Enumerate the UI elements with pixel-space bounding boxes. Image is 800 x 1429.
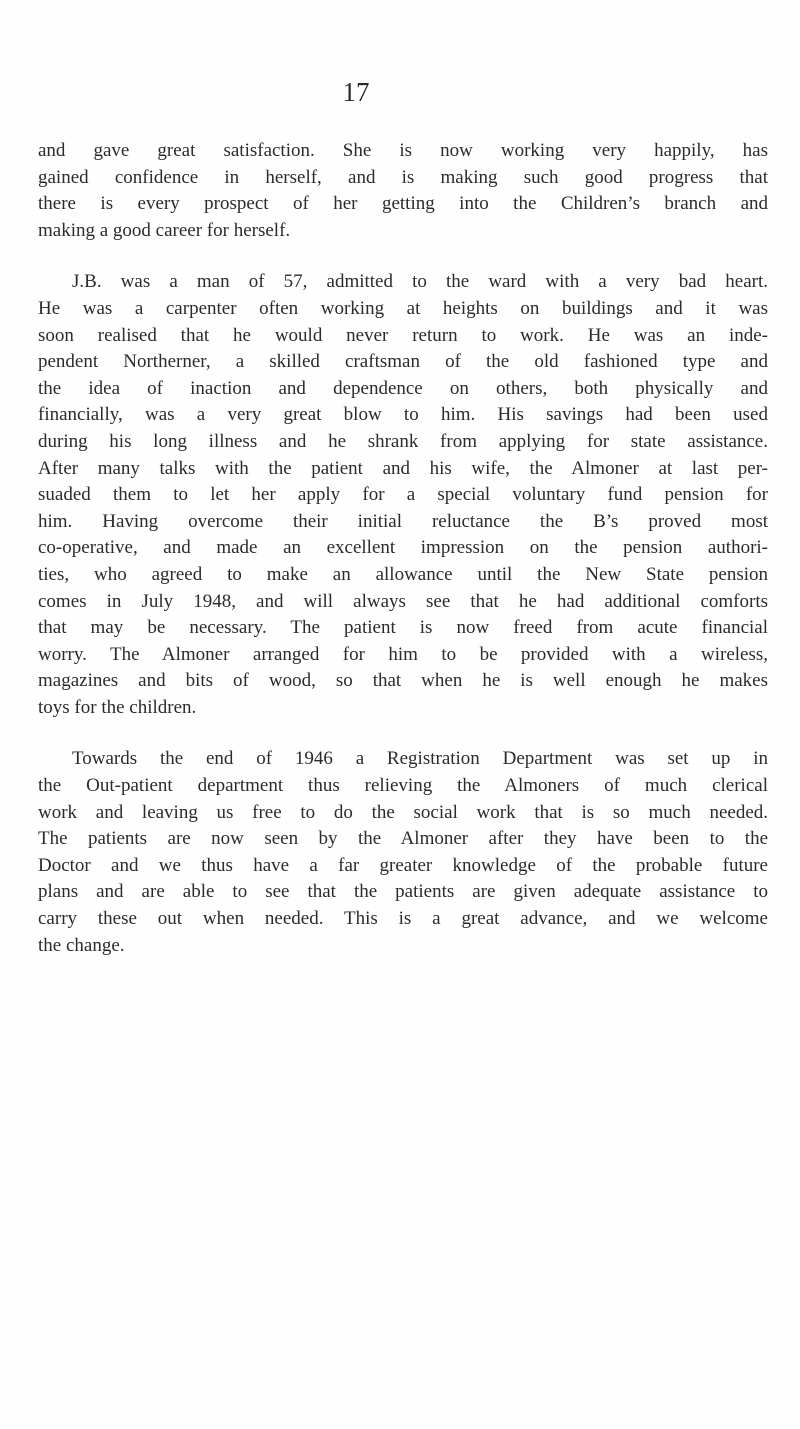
text-line: co-operative, and made an excellent impression on the pension authori-	[38, 537, 768, 559]
text-line: toys for the children.	[38, 696, 197, 718]
text-line: soon realised that he would never return to work. He was an inde-	[38, 324, 768, 346]
text-line: J.B. was a man of 57, admitted to the ward with a very bad heart.	[72, 271, 768, 293]
text-line: during his long illness and he shrank from applying for state assistance.	[38, 430, 768, 452]
text-line: making a good career for herself.	[38, 219, 291, 241]
text-line: the change.	[38, 934, 125, 956]
text-line: He was a carpenter often working at heights on buildings and it was	[38, 297, 768, 319]
text-line: the Out-patient department thus relieving the Almoners of much clerical	[38, 775, 768, 797]
text-line: carry these out when needed. This is a great advance, and we welcome	[38, 908, 768, 930]
text-line: that may be necessary. The patient is now freed from acute financial	[38, 617, 768, 639]
text-line: pendent Northerner, a skilled craftsman of the old fashioned type and	[38, 351, 768, 373]
text-line: magazines and bits of wood, so that when he is well enough he makes	[38, 670, 768, 692]
text-line: Doctor and we thus have a far greater knowledge of the probable future	[38, 854, 768, 876]
text-line: and gave great satisfaction. She is now working very happily, has	[38, 140, 768, 161]
text-line: financially, was a very great blow to him. His savings had been used	[38, 404, 768, 426]
text-line: plans and are able to see that the patients are given adequate assistance to	[38, 881, 768, 903]
text-line: suaded them to let her apply for a special voluntary fund pension for	[38, 484, 768, 506]
text-line: The patients are now seen by the Almoner after they have been to the	[38, 828, 768, 850]
text-line: comes in July 1948, and will always see that he had additional comforts	[38, 590, 768, 612]
body-text	[38, 138, 768, 984]
paragraph-1	[38, 138, 768, 244]
page-number: 17	[342, 77, 370, 107]
text-line: worry. The Almoner arranged for him to be provided with a wireless,	[38, 643, 768, 665]
paragraph-3	[38, 746, 768, 959]
text-line: After many talks with the patient and his wife, the Almoner at last per-	[38, 457, 768, 479]
text-line: the idea of inaction and dependence on others, both physically and	[38, 377, 768, 399]
text-line: gained confidence in herself, and is making such good progress that	[38, 166, 768, 188]
text-line: Towards the end of 1946 a Registration Department was set up in	[72, 748, 768, 770]
text-line: him. Having overcome their initial reluctance the B’s proved most	[38, 510, 768, 532]
text-line: work and leaving us free to do the social work that is so much needed.	[38, 801, 768, 823]
paragraph-2	[38, 269, 768, 721]
text-line: ties, who agreed to make an allowance until the New State pension	[38, 563, 768, 585]
text-line: there is every prospect of her getting into the Children’s branch and	[38, 193, 768, 215]
